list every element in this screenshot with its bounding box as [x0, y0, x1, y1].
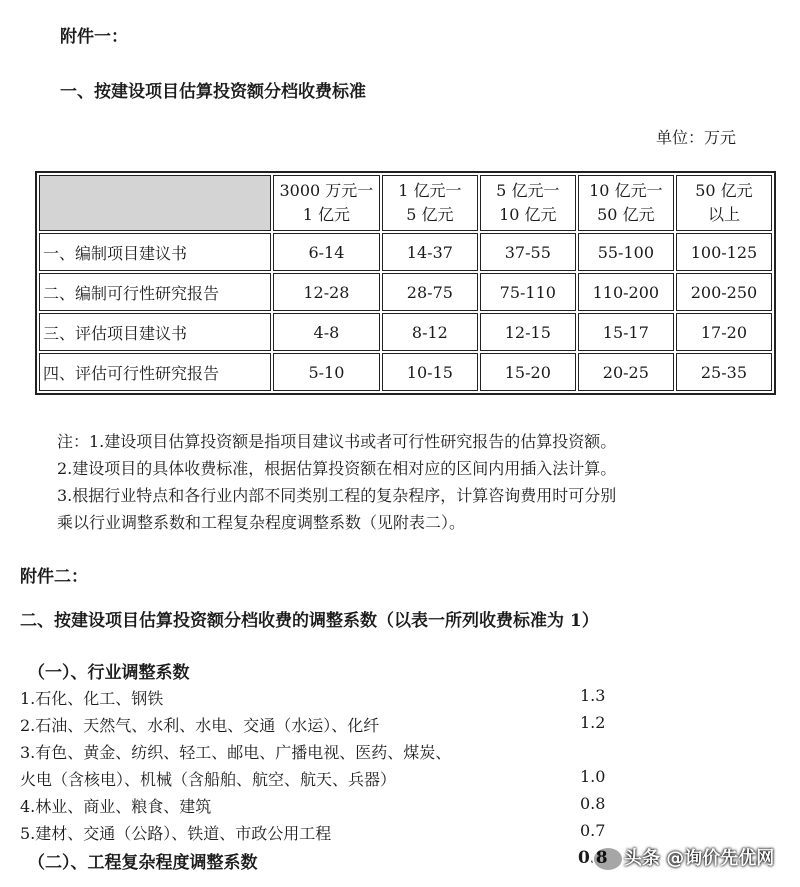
note-line: 注：1.建设项目估算投资额是指项目建议书或者可行性研究报告的估算投资额。 [57, 432, 617, 451]
industry-coefficient: 1.3 [580, 686, 606, 705]
industry-item: 5.建材、交通（公路）、铁道、市政公用工程 [20, 824, 332, 843]
column-header: 10 亿元一 50 亿元 [578, 175, 674, 231]
row-label: 三、评估项目建议书 [39, 313, 271, 351]
column-header: 50 亿元 以上 [676, 175, 772, 231]
table-header-row [39, 175, 772, 231]
watermark-text: 头条 @询价先优网 [624, 848, 775, 869]
industry-item: 2.石油、天然气、水利、水电、交通（水运）、化纤 [20, 716, 380, 735]
table-cell: 17-20 [676, 313, 772, 351]
table-cell: 20-25 [578, 353, 674, 391]
table-cell: 110-200 [578, 273, 674, 311]
table-cell: 100-125 [676, 233, 772, 271]
table-cell: 25-35 [676, 353, 772, 391]
table-cell: 200-250 [676, 273, 772, 311]
industry-item: 4.林业、商业、粮食、建筑 [20, 797, 212, 816]
industry-coefficient: 1.2 [580, 713, 606, 732]
industry-item: 3.有色、黄金、纺织、轻工、邮电、广播电视、医药、煤炭、 [20, 743, 452, 762]
table-cell: 55-100 [578, 233, 674, 271]
section-1-heading: 一、按建设项目估算投资额分档收费标准 [60, 82, 366, 102]
fee-standard-table [35, 171, 776, 395]
table-cell: 37-55 [480, 233, 576, 271]
industry-coefficient: 1.0 [580, 767, 606, 786]
table-cell: 12-15 [480, 313, 576, 351]
industry-coefficient: 0.8 [580, 794, 606, 813]
row-label: 四、评估可行性研究报告 [39, 353, 271, 391]
table-cell: 10-15 [382, 353, 478, 391]
table-cell: 12-28 [273, 273, 380, 311]
industry-coefficient-heading: （一）、行业调整系数 [28, 663, 190, 683]
table-cell: 14-37 [382, 233, 478, 271]
table-row [39, 313, 772, 351]
column-header: 1 亿元一 5 亿元 [382, 175, 478, 231]
industry-item: 火电（含核电）、机械（含船舶、航空、航天、兵器） [20, 770, 397, 789]
industry-coefficient: 0.7 [580, 821, 606, 840]
complexity-coefficient-value: 0.8 [578, 848, 608, 868]
row-label: 一、编制项目建议书 [39, 233, 271, 271]
table-cell: 28-75 [382, 273, 478, 311]
wechat-bubble-icon [592, 846, 624, 872]
table-cell: 15-20 [480, 353, 576, 391]
industry-item: 1.石化、化工、钢铁 [20, 689, 164, 708]
table-cell: 4-8 [273, 313, 380, 351]
table-cell: 15-17 [578, 313, 674, 351]
column-header: 3000 万元一 1 亿元 [273, 175, 380, 231]
table-cell: 6-14 [273, 233, 380, 271]
attachment-1-label: 附件一： [60, 27, 128, 47]
unit-label: 单位：万元 [656, 128, 737, 147]
attachment-2-label: 附件二： [20, 567, 88, 587]
table-row [39, 233, 772, 271]
note-line: 乘以行业调整系数和工程复杂程度调整系数（见附表二）。 [57, 513, 466, 532]
note-line: 2.建设项目的具体收费标准，根据估算投资额在相对应的区间内用插入法计算。 [57, 459, 617, 478]
table-cell: 75-110 [480, 273, 576, 311]
table-cell: 5-10 [273, 353, 380, 391]
table-corner-cell [39, 175, 271, 231]
row-label: 二、编制可行性研究报告 [39, 273, 271, 311]
section-2-heading: 二、按建设项目估算投资额分档收费的调整系数（以表一所列收费标准为 1） [20, 611, 599, 631]
watermark [592, 836, 800, 882]
table-cell: 8-12 [382, 313, 478, 351]
table-row [39, 353, 772, 391]
table-row [39, 273, 772, 311]
note-line: 3.根据行业特点和各行业内部不同类别工程的复杂程序，计算咨询费用时可分别 [57, 486, 617, 505]
complexity-coefficient-heading: （二）、工程复杂程度调整系数 [28, 853, 258, 873]
column-header: 5 亿元一 10 亿元 [480, 175, 576, 231]
